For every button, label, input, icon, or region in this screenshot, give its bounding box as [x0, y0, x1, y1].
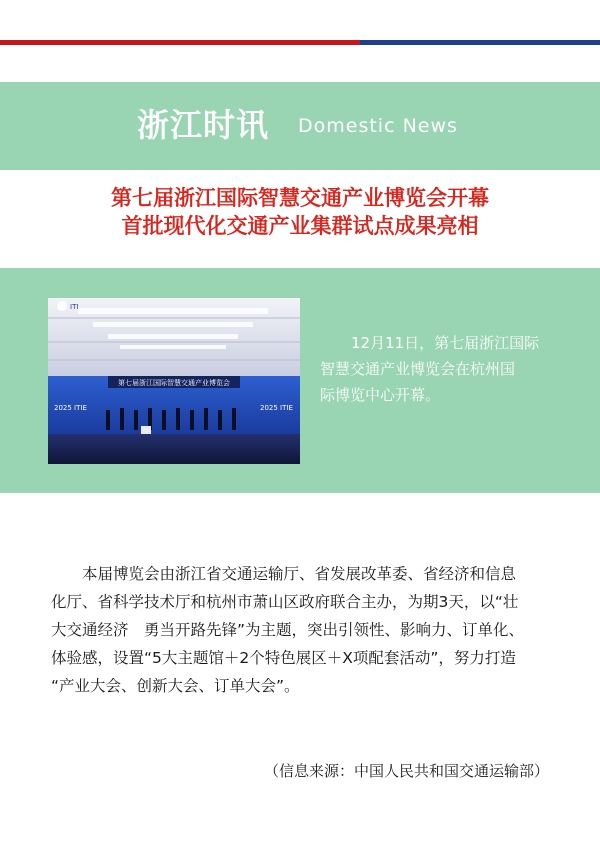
badge-left: 2025 ITIE — [54, 404, 87, 412]
body-line-1: 本届博览会由浙江省交通运输厅、省发展改革委、省经济和信息 — [82, 565, 517, 583]
body-line-4: 体验感，设置“5大主题馆＋2个特色展区＋X项配套活动”，努力打造 — [51, 649, 516, 667]
badge-right: 2025 ITIE — [260, 404, 293, 412]
section-subtitle: Domestic News — [298, 115, 458, 137]
source-credit: （信息来源：中国人民共和国交通运输部） — [263, 762, 549, 780]
headline-line-2: 首批现代化交通产业集群试点成果亮相 — [121, 214, 479, 238]
section-header-band — [0, 82, 600, 170]
caption-line-2: 智慧交通产业博览会在杭州国 — [320, 360, 516, 378]
logo-text: ITI — [70, 303, 79, 311]
stage-banner-text: 第七届浙江国际智慧交通产业博览会 — [118, 379, 230, 387]
event-photo — [48, 298, 300, 464]
photo-caption — [320, 330, 570, 408]
article-headline — [0, 184, 600, 240]
top-rule — [0, 40, 600, 45]
body-line-5: “产业大会、创新大会、订单大会”。 — [51, 677, 300, 695]
caption-line-1: 12月11日，第七届浙江国际 — [351, 334, 540, 352]
caption-line-3: 际博览中心开幕。 — [320, 386, 441, 404]
top-rule-blue — [360, 40, 600, 45]
body-line-3: 大交通经济 勇当开路先锋”为主题，突出引领性、影响力、订单化、 — [51, 621, 525, 639]
article-body — [51, 560, 551, 700]
headline-line-1: 第七届浙江国际智慧交通产业博览会开幕 — [111, 186, 489, 210]
top-rule-red — [0, 40, 360, 45]
feature-band — [0, 268, 600, 493]
body-line-2: 化厅、省科学技术厅和杭州市萧山区政府联合主办，为期3天，以“壮 — [51, 593, 519, 611]
section-title: 浙江时讯 — [137, 106, 270, 144]
